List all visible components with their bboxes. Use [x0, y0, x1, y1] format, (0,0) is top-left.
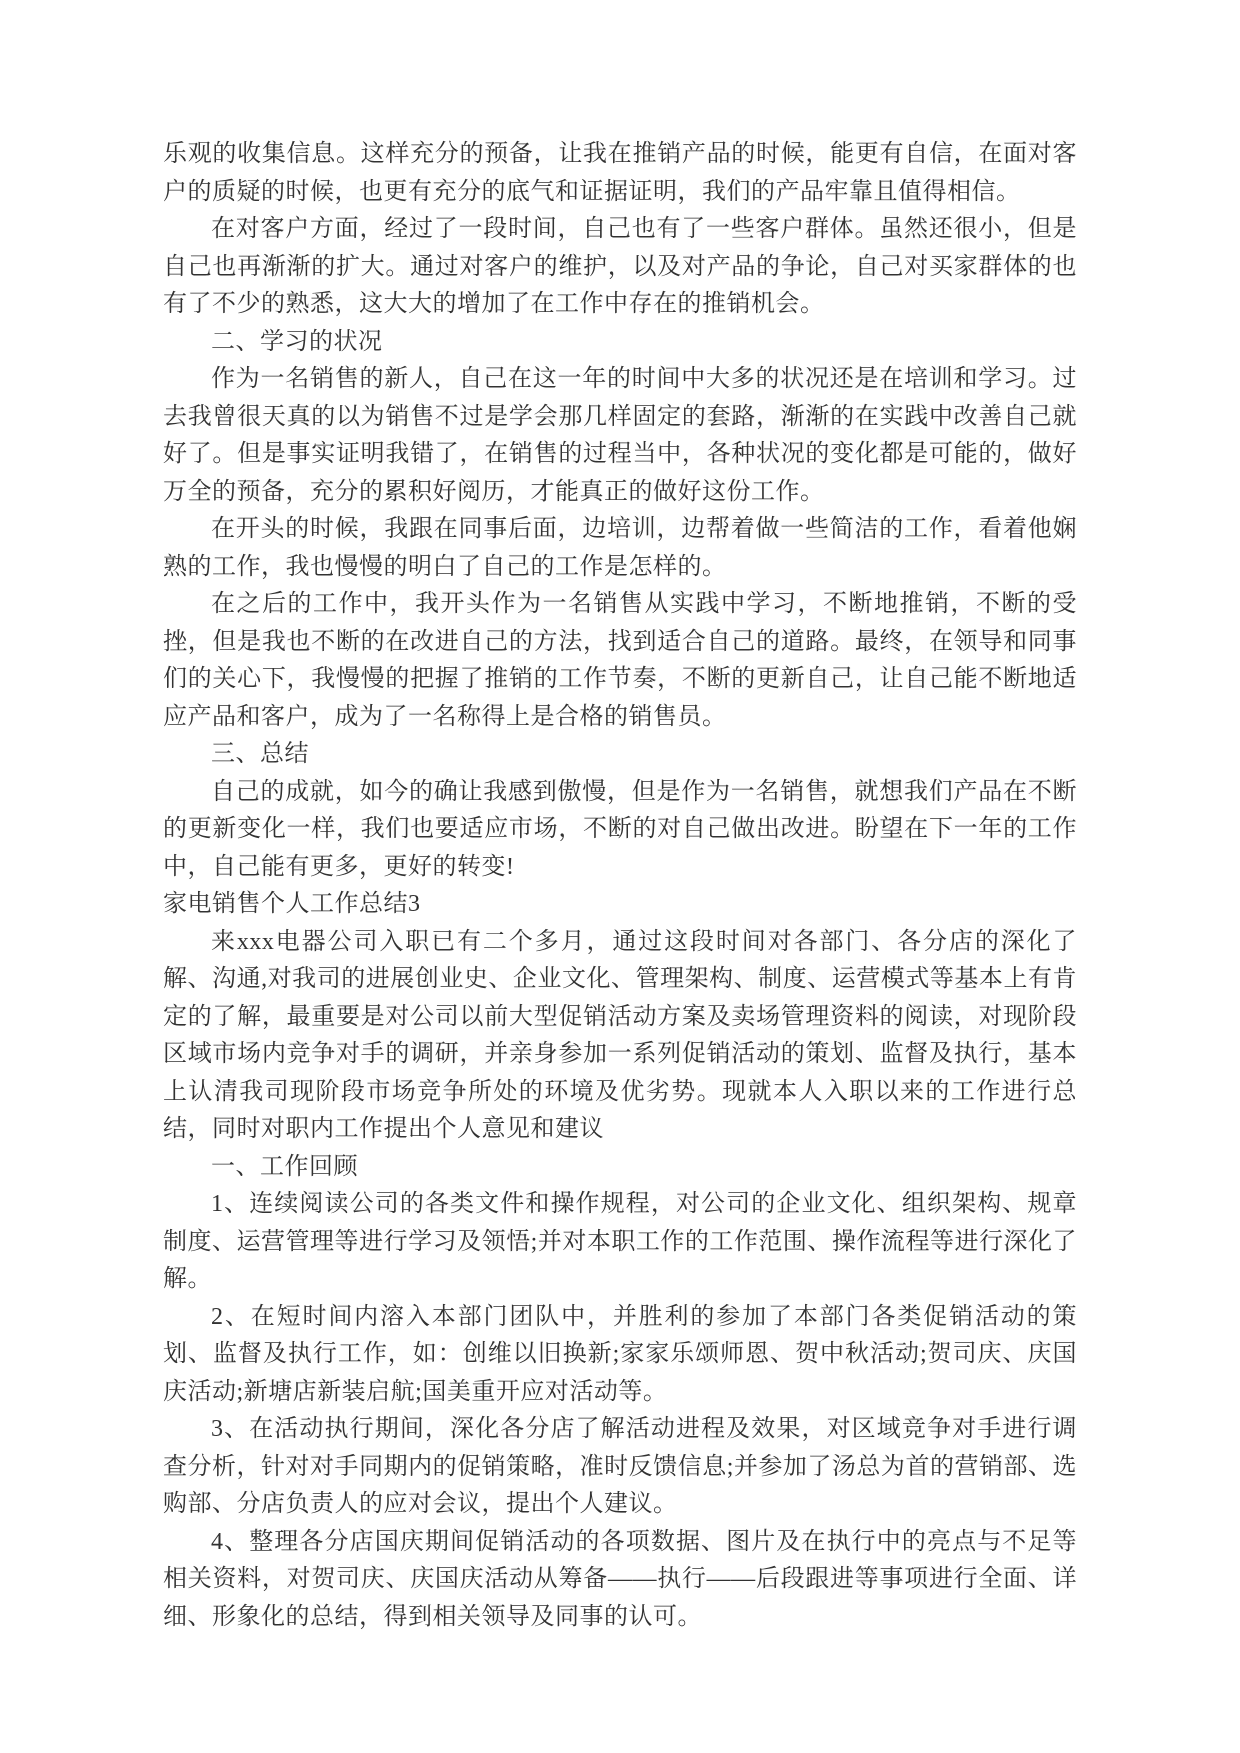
section-heading: 一、工作回顾: [211, 1153, 358, 1180]
paragraph: 作为一名销售的新人，自己在这一年的时间中大多的状况还是在培训和学习。过去我曾很天真的以为销售不过是学会那几样固定的套路，渐渐的在实践中改善自己就好了。但是事实证明我错了，在销售的过程当中，各种状况的变化都是可能的，做好万全的预备，充分的累积好阅历，才能真正的做好这份工作。: [163, 366, 1077, 505]
document-text-block: [163, 136, 1077, 1636]
doc-title: 家电销售个人工作总结3: [163, 891, 421, 917]
paragraph: 3、在活动执行期间，深化各分店了解活动进程及效果，对区域竞争对手进行调查分析，针对对手同期内的促销策略，准时反馈信息;并参加了汤总为首的营销部、选购部、分店负责人的应对会议，提出个人建议。: [163, 1416, 1077, 1517]
section-heading: 三、总结: [211, 741, 309, 767]
paragraph: 在之后的工作中，我开头作为一名销售从实践中学习，不断地推销，不断的受挫，但是我也不断的在改进自己的方法，找到适合自己的道路。最终，在领导和同事们的关心下，我慢慢的把握了推销的工作节奏，不断的更新自己，让自己能不断地适应产品和客户，成为了一名称得上是合格的销售员。: [163, 591, 1077, 730]
paragraph: 来xxx电器公司入职已有二个多月，通过这段时间对各部门、各分店的深化了解、沟通,对我司的进展创业史、企业文化、管理架构、制度、运营模式等基本上有肯定的了解，最重要是对公司以前大型促销活动方案及卖场管理资料的阅读，对现阶段区域市场内竞争对手的调研，并亲身参加一系列促销活动的策划、监督及执行，基本上认清我司现阶段市场竞争所处的环境及优劣势。现就本人入职以来的工作进行总结，同时对职内工作提出个人意见和建议: [163, 928, 1077, 1142]
paragraph: 在对客户方面，经过了一段时间，自己也有了一些客户群体。虽然还很小，但是自己也再渐渐的扩大。通过对客户的维护，以及对产品的争论，自己对买家群体的也有了不少的熟悉，这大大的增加了在工作中存在的推销机会。: [163, 216, 1077, 317]
paragraph: 4、整理各分店国庆期间促销活动的各项数据、图片及在执行中的亮点与不足等相关资料，对贺司庆、庆国庆活动从筹备——执行——后段跟进等事项进行全面、详细、形象化的总结，得到相关领导及同事的认可。: [163, 1528, 1077, 1630]
paragraph: 自己的成就，如今的确让我感到傲慢，但是作为一名销售，就想我们产品在不断的更新变化一样，我们也要适应市场，不断的对自己做出改进。盼望在下一年的工作中，自己能有更多，更好的转变!: [163, 778, 1077, 880]
paragraph: 乐观的收集信息。这样充分的预备，让我在推销产品的时候，能更有自信，在面对客户的质疑的时候，也更有充分的底气和证据证明，我们的产品牢靠且值得相信。: [163, 141, 1077, 205]
paragraph: 在开头的时候，我跟在同事后面，边培训，边帮着做一些简洁的工作，看着他娴熟的工作，我也慢慢的明白了自己的工作是怎样的。: [163, 516, 1077, 580]
section-heading: 二、学习的状况: [211, 328, 383, 355]
paragraph: 1、连续阅读公司的各类文件和操作规程，对公司的企业文化、组织架构、规章制度、运营管理等进行学习及领悟;并对本职工作的工作范围、操作流程等进行深化了解。: [163, 1191, 1077, 1292]
paragraph: 2、在短时间内溶入本部门团队中，并胜利的参加了本部门各类促销活动的策划、监督及执行工作，如：创维以旧换新;家家乐颂师恩、贺中秋活动;贺司庆、庆国庆活动;新塘店新装启航;国美重开应对活动等。: [163, 1303, 1077, 1405]
